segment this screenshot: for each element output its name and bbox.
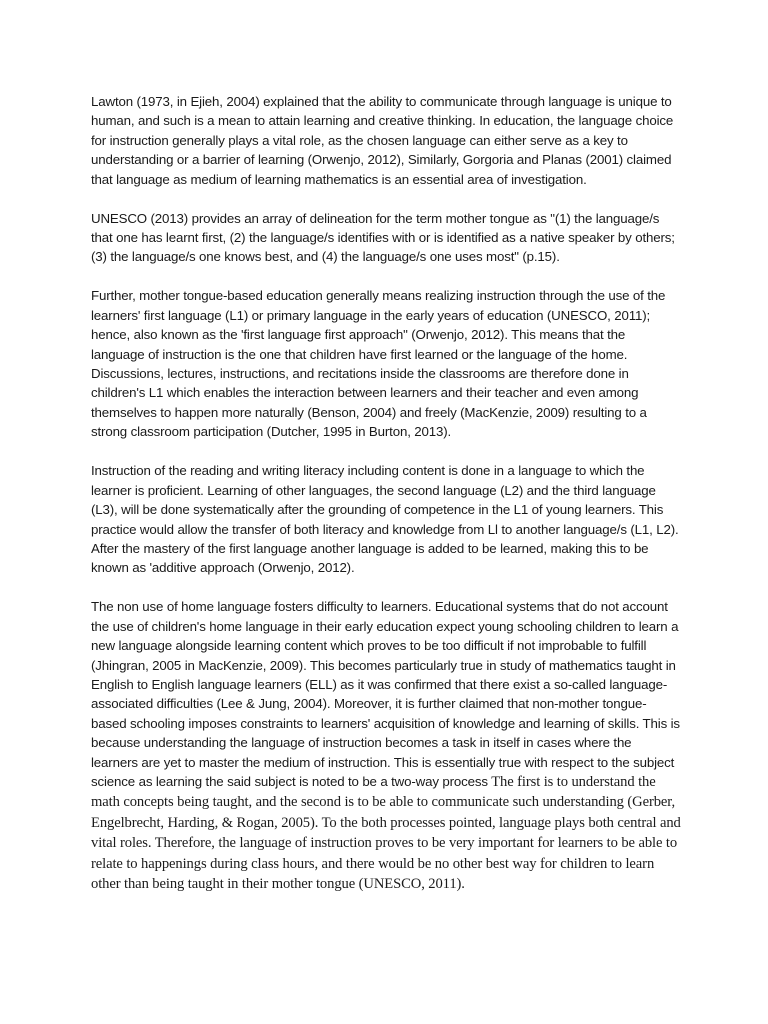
paragraph-home-language-sans-text: The non use of home language fosters difficulty to learners. Educational systems that do not account the use of children's home language in their early education expect young schooling children to learn a new language alongside learning content which proves to be too difficult if not improbable to fulfill (Jhingran, 2005 in MacKenzie, 2009). This becomes particularly true in study of mathematics taught in English to English language learners (ELL) as it was confirmed that there exist a so-called language-associated difficulties (Lee & Jung, 2004). Moreover, it is further claimed that non-mother tongue-based schooling imposes constraints to learners' acquisition of knowledge and learning of skills. This is because understanding the language of instruction becomes a task in itself in cases where the learners are yet to master the medium of instruction. This is essentially true with respect to the subject science as learning the said subject is noted to be a two-way process — [91, 599, 680, 789]
paragraph-home-language — [91, 597, 681, 894]
paragraph-additive-approach: Instruction of the reading and writing literacy including content is done in a language to which the learner is proficient. Learning of other languages, the second language (L2) and the third language (L3), will be done systematically after the grounding of competence in the L1 of young learners. This practice would allow the transfer of both literacy and knowledge from Ll to another language/s (L1, L2). After the mastery of the first language another language is added to be learned, making this to be known as 'additive approach (Orwenjo, 2012). — [91, 463, 679, 576]
paragraph-unesco-definition: UNESCO (2013) provides an array of delineation for the term mother tongue as "(1) the language/s that one has learnt first, (2) the language/s identifies with or is identified as a native speaker by others; (3) the language/s one knows best, and (4) the language/s one uses most" (p.15). — [91, 210, 675, 265]
paragraph-mother-tongue-education: Further, mother tongue-based education generally means realizing instruction through the use of the learners' first language (L1) or primary language in the early years of education (UNESCO, 2011); hence, also known as the 'first language first approach" (Orwenjo, 2012). This means that the language of instruction is the one that children have first learned or the language of the home. Discussions, lectures, instructions, and recitations inside the classrooms are therefore done in children's L1 which enables the interaction between learners and their teacher and even among themselves to happen more naturally (Benson, 2004) and freely (MacKenzie, 2009) resulting to a strong classroom participation (Dutcher, 1995 in Burton, 2013). — [91, 288, 666, 440]
paragraph-home-language-serif-text: The first is to understand the math concepts being taught, and the second is to be able to communicate such understanding (Gerber, Engelbrecht, Harding, & Rogan, 2005). To the both processes pointed, language plays both central and vital roles. Therefore, the language of instruction proves to be very important for learners to be able to relate to happenings during class hours, and there would be no other best way for children to learn other than being taught in their mother tongue (UNESCO, 2011). — [91, 773, 681, 892]
document-body — [91, 92, 681, 914]
paragraph-lawton: Lawton (1973, in Ejieh, 2004) explained that the ability to communicate through language is unique to human, and such is a mean to attain learning and creative thinking. In education, the language choice for instruction generally plays a vital role, as the chosen language can either serve as a key to understanding or a barrier of learning (Orwenjo, 2012), Similarly, Gorgoria and Planas (2001) claimed that language as medium of learning mathematics is an essential area of investigation. — [91, 94, 674, 187]
